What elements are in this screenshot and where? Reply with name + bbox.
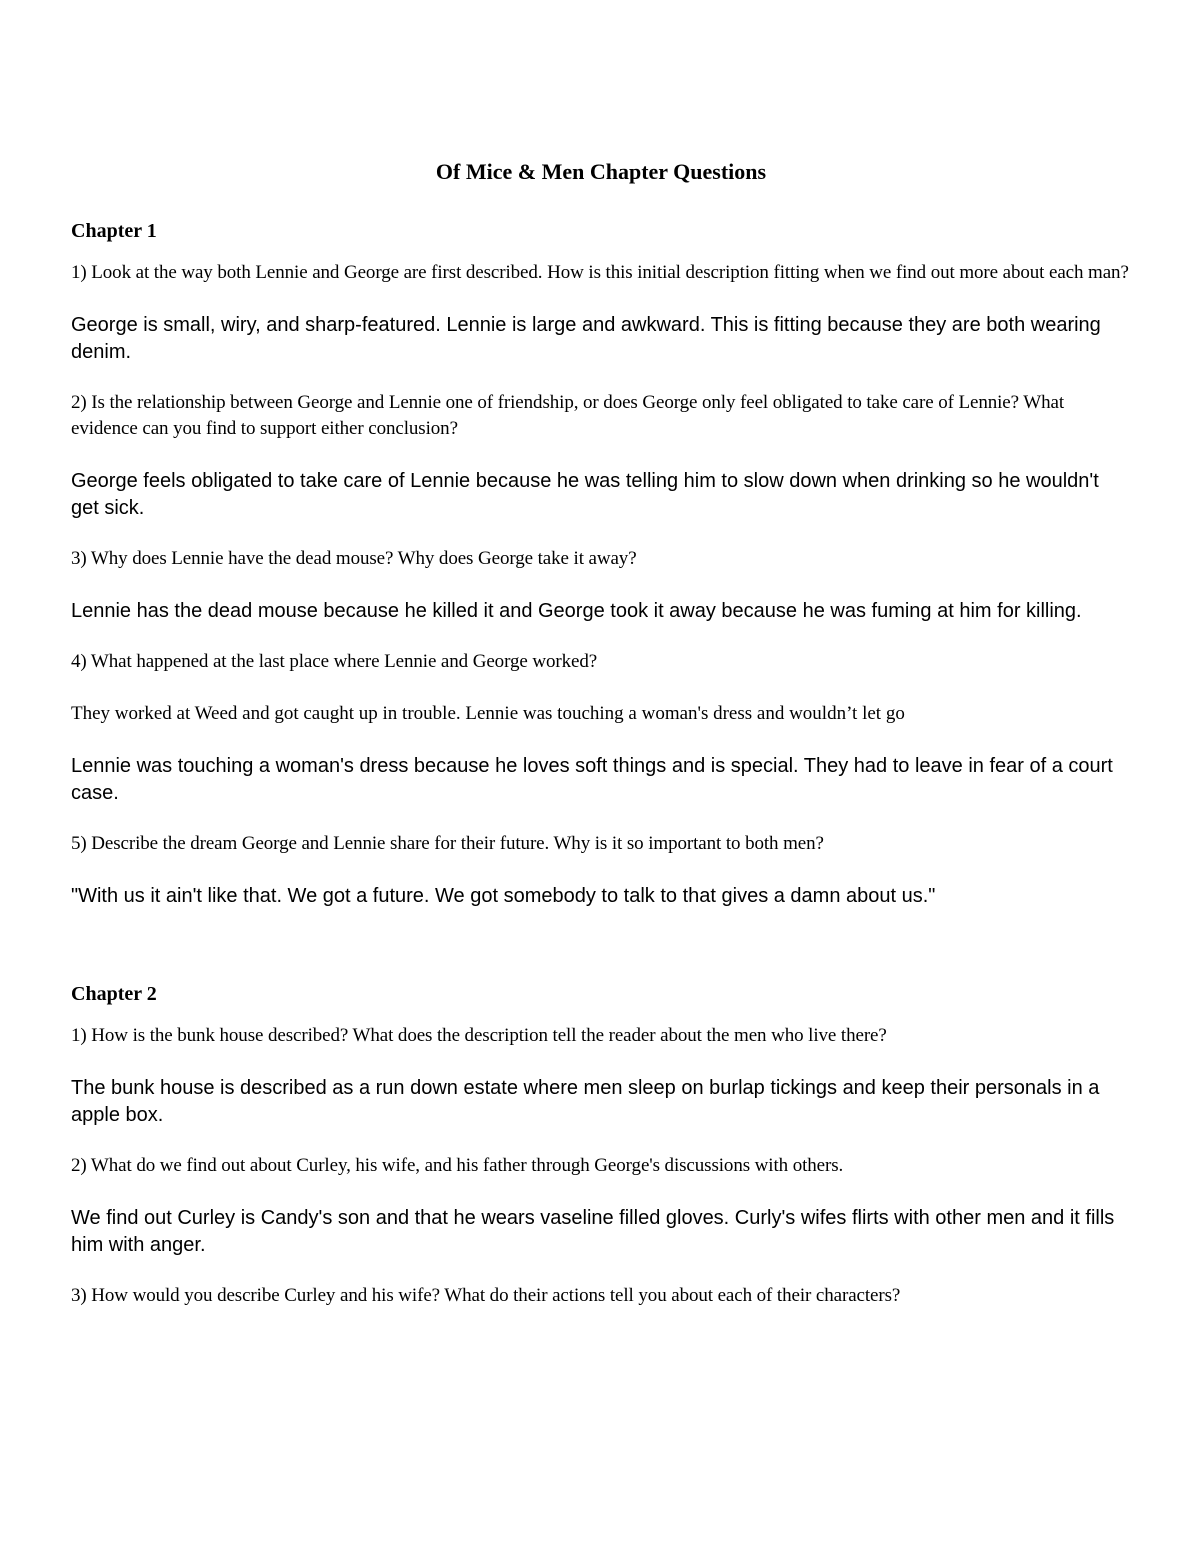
- chapter-2-answer-2: We find out Curley is Candy's son and that he wears vaseline filled gloves. Curly's wifes flirts with other men and it fills him with anger.: [71, 1207, 1115, 1256]
- chapter-1-question-4: 4) What happened at the last place where Lennie and George worked?: [71, 651, 598, 672]
- chapter-1-question-2: 2) Is the relationship between George and Lennie one of friendship, or does George only feel obligated to take care of Lennie? What evidence can you find to support either conclusion?: [71, 392, 1065, 439]
- chapter-2-question-1: 1) How is the bunk house described? What does the description tell the reader about the men who live there?: [71, 1025, 887, 1046]
- chapter-2-question-3: 3) How would you describe Curley and his wife? What do their actions tell you about each of their characters?: [71, 1285, 901, 1306]
- chapter-1-answer-1: George is small, wiry, and sharp-featured. Lennie is large and awkward. This is fitting because they are both wearing denim.: [71, 314, 1101, 363]
- chapter-1-section: [71, 217, 1131, 910]
- chapter-spacer: [71, 934, 1131, 980]
- chapter-1-question-1: 1) Look at the way both Lennie and George are first described. How is this initial description fitting when we find out more about each man?: [71, 262, 1129, 283]
- chapter-1-answer-3: Lennie has the dead mouse because he killed it and George took it away because he was fuming at him for killing.: [71, 600, 1082, 622]
- chapter-1-answer-4a: They worked at Weed and got caught up in trouble. Lennie was touching a woman's dress and wouldn’t let go: [71, 703, 905, 724]
- chapter-2-section: [71, 980, 1131, 1309]
- chapter-2-heading: Chapter 2: [71, 983, 157, 1005]
- chapter-1-answer-4b: Lennie was touching a woman's dress because he loves soft things and is special. They had to leave in fear of a court case.: [71, 755, 1113, 804]
- chapter-1-answer-5: "With us it ain't like that. We got a future. We got somebody to talk to that gives a damn about us.": [71, 885, 936, 907]
- chapter-1-heading: Chapter 1: [71, 220, 157, 242]
- chapter-2-answer-1: The bunk house is described as a run down estate where men sleep on burlap tickings and keep their personals in a apple box.: [71, 1077, 1100, 1126]
- chapter-1-question-3: 3) Why does Lennie have the dead mouse? Why does George take it away?: [71, 548, 637, 569]
- chapter-1-question-5: 5) Describe the dream George and Lennie share for their future. Why is it so important to both men?: [71, 833, 824, 854]
- chapter-1-answer-2: George feels obligated to take care of Lennie because he was telling him to slow down when drinking so he wouldn't get sick.: [71, 470, 1099, 519]
- document-page: [71, 156, 1131, 1335]
- document-title: Of Mice & Men Chapter Questions: [435, 159, 767, 184]
- chapter-2-question-2: 2) What do we find out about Curley, his wife, and his father through George's discussions with others.: [71, 1155, 844, 1176]
